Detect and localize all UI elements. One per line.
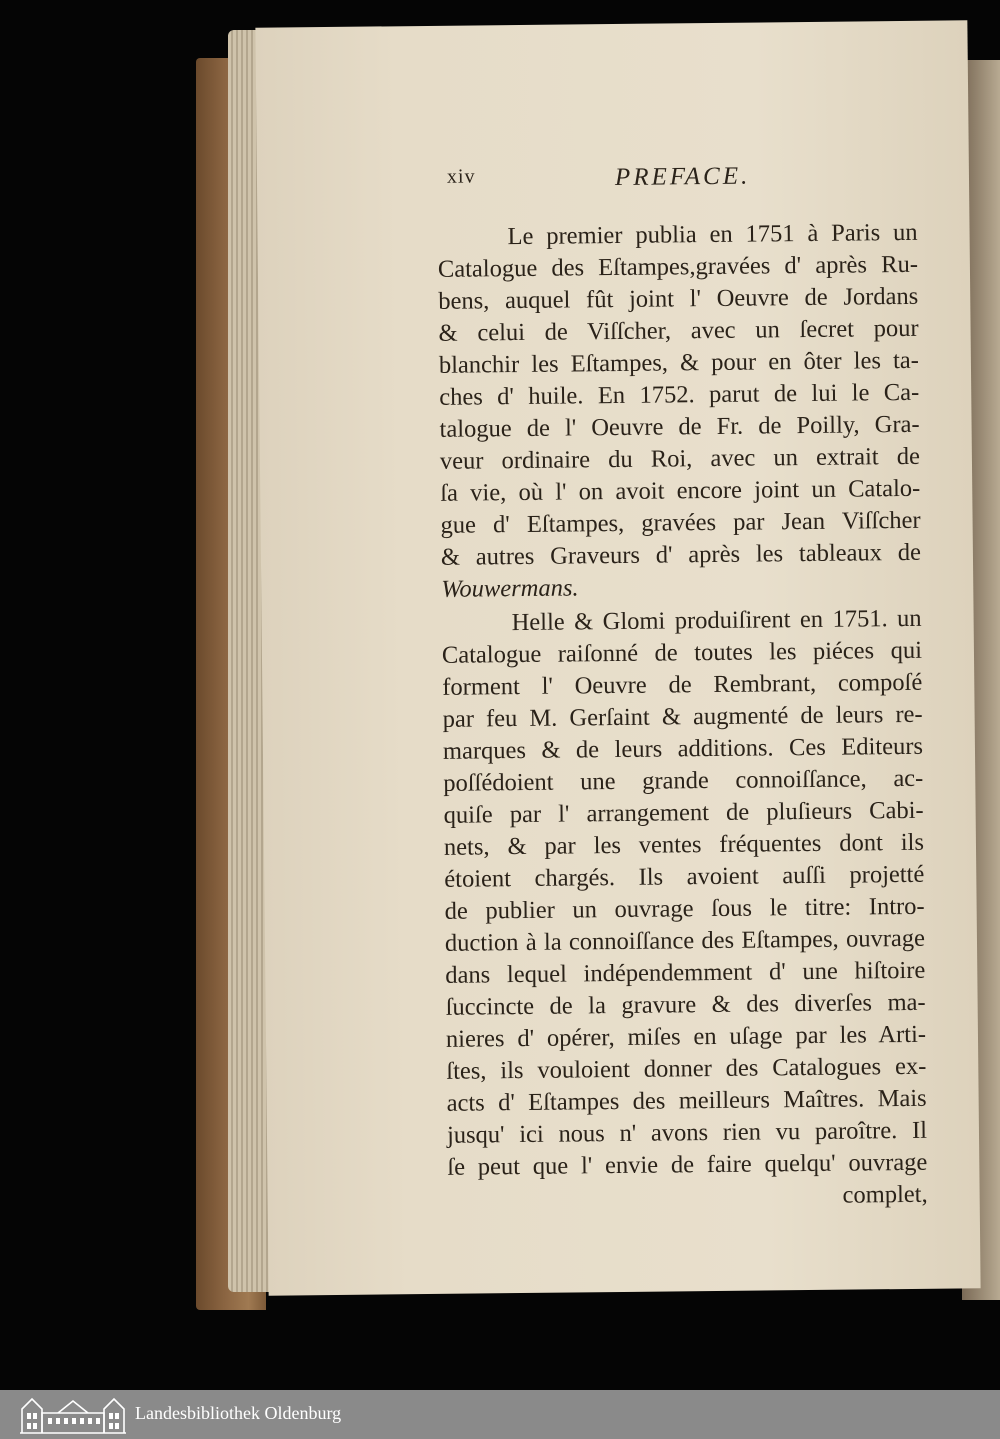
text-line: ſa vie, où l' on avoit encore joint un Catalo- [440, 474, 921, 507]
text-line: gue d' Eſtampes, gravées par Jean Viſſcher [440, 506, 921, 539]
text-line: nets, & par les ventes fréquentes dont ils [443, 828, 925, 861]
text-line: dans lequel indépendemment d' une hiſtoire [445, 956, 926, 989]
text-line: ſe peut que l' envie de faire quelqu' ouvrage [447, 1148, 928, 1181]
running-title: PREFACE. [614, 162, 751, 192]
text-line: & autres Graveurs d' après les tableaux de [440, 538, 922, 571]
text-line: étoient chargés. Ils avoient auſſi projetté [444, 860, 925, 893]
text-line: acts d' Eſtampes des meilleurs Maîtres. Mais [446, 1084, 927, 1117]
text-line: ſuccincte de la gravure & des diverſes ma- [445, 988, 926, 1021]
text-line: Wouwermans. [441, 574, 579, 603]
footer-bar [0, 1390, 1000, 1439]
book-page [255, 20, 980, 1295]
text-line: jusqu' ici nous n' avons rien vu paroître. Il [446, 1116, 928, 1149]
text-line: poſſédoient une grande connoiſſance, ac- [443, 764, 924, 797]
text-line: Catalogue des Eſtampes,gravées d' après Ru- [437, 250, 919, 283]
text-line: duction à la connoiſſance des Eſtampes, ouvrage [444, 924, 926, 957]
text-line: bens, auquel fût joint l' Oeuvre de Jordans [438, 282, 919, 315]
text-line: talogue de l' Oeuvre de Fr. de Poilly, Gra- [439, 410, 920, 443]
page-number: xiv [446, 165, 476, 188]
text-line: ches d' huile. En 1752. parut de lui le Ca- [439, 378, 920, 411]
catchword: complet, [842, 1180, 928, 1209]
text-line: nieres d' opérer, miſes en uſage par les Arti- [445, 1020, 927, 1053]
text-line: Le premier publia en 1751 à Paris un [507, 218, 918, 251]
text-line: ſtes, ils vouloient donner des Catalogues ex- [446, 1052, 927, 1085]
text-line: marques & de leurs additions. Ces Editeurs [442, 732, 924, 765]
text-line: blanchir les Eſtampes, & pour en ôter les ta- [438, 346, 920, 379]
text-line: quiſe par l' arrangement de pluſieurs Cabi- [443, 796, 924, 829]
text-line: par feu M. Gerſaint & augmenté de leurs re- [442, 700, 923, 733]
text-line: forment l' Oeuvre de Rembrant, compoſé [442, 668, 923, 701]
text-line: & celui de Viſſcher, avec un ſecret pour [438, 314, 919, 347]
text-line: veur ordinaire du Roi, avec un extrait de [439, 442, 921, 475]
library-name: Landesbibliothek Oldenburg [135, 1403, 342, 1423]
text-line: Catalogue raiſonné de toutes les piéces qui [441, 636, 923, 669]
library-building-logo [18, 1393, 128, 1435]
text-line: de publier un ouvrage ſous le titre: Intro- [444, 892, 925, 925]
text-line: Helle & Glomi produiſirent en 1751. un [511, 604, 922, 637]
